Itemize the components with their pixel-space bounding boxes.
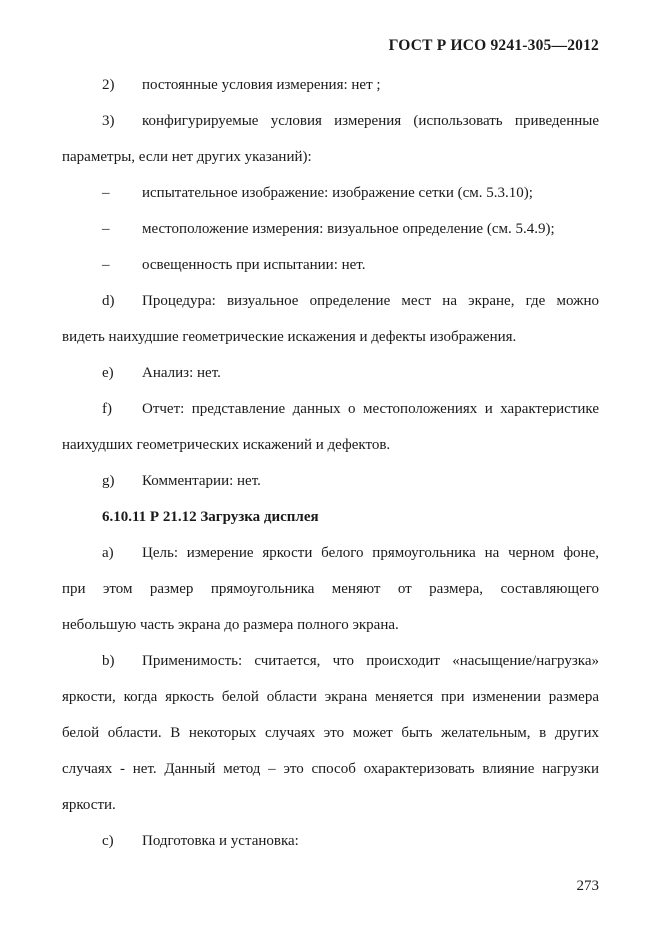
list-marker: e) [102,365,114,381]
standard-header: ГОСТ Р ИСО 9241-305—2012 [388,37,599,54]
paragraph-line: яркости, когда яркость белой области экрана меняется при изменении размера [62,689,599,705]
list-marker: 3) [102,113,115,129]
paragraph-line: наихудших геометрических искажений и дефектов. [62,437,391,453]
list-text: освещенность при испытании: нет. [142,257,366,273]
list-text: постоянные условия измерения: нет ; [142,77,381,93]
list-marker: 2) [102,77,115,93]
list-text: Цель: измерение яркости белого прямоугольника на черном фоне, [142,545,599,561]
paragraph-line: видеть наихудшие геометрические искажения и дефекты изображения. [62,329,517,345]
list-text: Анализ: нет. [142,365,221,381]
list-text: Процедура: визуальное определение мест на экране, где можно [142,293,599,309]
paragraph-line: яркости. [62,797,116,813]
list-marker: d) [102,293,115,309]
paragraph-line: небольшую часть экрана до размера полного экрана. [62,617,399,633]
list-marker: g) [102,473,115,489]
list-marker: b) [102,653,115,669]
section-heading: 6.10.11 Р 21.12 Загрузка дисплея [102,509,319,525]
dash-marker: – [102,185,110,201]
paragraph-line: белой области. В некоторых случаях это может быть желательным, в других [62,725,599,741]
list-text: Применимость: считается, что происходит «насыщение/нагрузка» [142,653,599,669]
paragraph-line: параметры, если нет других указаний): [62,149,312,165]
page-number: 273 [576,878,599,894]
dash-marker: – [102,221,110,237]
list-text: Комментарии: нет. [142,473,261,489]
list-marker: f) [102,401,112,417]
paragraph-line: при этом размер прямоугольника меняют от размера, составляющего [62,581,599,597]
list-text: конфигурируемые условия измерения (использовать приведенные [142,113,599,129]
list-text: Подготовка и установка: [142,833,299,849]
list-marker: a) [102,545,114,561]
list-marker: c) [102,833,114,849]
list-text: местоположение измерения: визуальное определение (см. 5.4.9); [142,221,555,237]
list-text: испытательное изображение: изображение сетки (см. 5.3.10); [142,185,533,201]
dash-marker: – [102,257,110,273]
paragraph-line: случаях - нет. Данный метод – это способ охарактеризовать влияние нагрузки [62,761,599,777]
list-text: Отчет: представление данных о местоположениях и характеристике [142,401,599,417]
